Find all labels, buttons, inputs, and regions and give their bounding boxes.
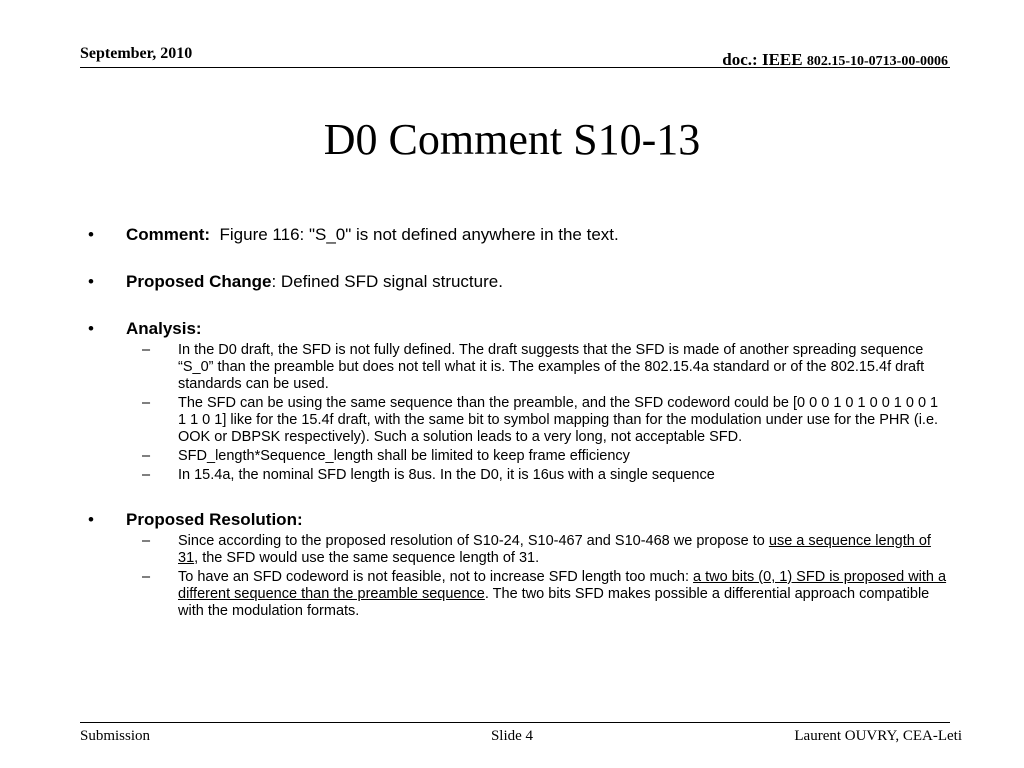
bullet-analysis (88, 318, 948, 484)
resolution-label: Proposed Resolution: (126, 510, 303, 529)
resolution-item2-pre: To have an SFD codeword is not feasible, not to increase SFD length too much: (178, 569, 694, 585)
slide-title: D0 Comment S10-13 (323, 115, 701, 164)
comment-label: Comment: (126, 225, 211, 244)
analysis-item-text: In 15.4a, the nominal SFD length is 8us. In the D0, it is 16us with a single sequence (178, 467, 715, 483)
analysis-label: Analysis: (126, 319, 202, 338)
dash-glyph: – (142, 395, 151, 411)
dash-glyph: – (142, 448, 151, 464)
resolution-item (134, 569, 948, 620)
analysis-item (134, 342, 948, 393)
bullet-dot: • (88, 272, 94, 291)
analysis-item (134, 467, 948, 484)
dash-glyph: – (142, 467, 151, 483)
footer-slide-number: Slide 4 (490, 728, 534, 744)
dash-glyph: – (142, 342, 151, 358)
analysis-item-text: SFD_length*Sequence_length shall be limited to keep frame efficiency (178, 448, 630, 464)
resolution-item2-underlined: a two bits (0, 1) SFD is proposed with a different sequence than the preamble sequence (178, 569, 947, 602)
header-rule (80, 67, 950, 68)
resolution-item1-underlined: use a sequence length of 31 (178, 533, 931, 566)
resolution-item1-pre: Since according to the proposed resolution of S10-24, S10-467 and S10-468 we propose to (178, 533, 769, 549)
bullet-dot: • (88, 319, 94, 338)
analysis-item-text: In the D0 draft, the SFD is not fully defined. The draft suggests that the SFD is made of another spreading sequence “S_0” than the preamble but does not tell what it is. The examples of the 802.15.4a standard or of the 802.15.4f draft standards can be used. (178, 342, 925, 392)
dash-glyph: – (142, 533, 151, 549)
doc-number: 802.15-10-0713-00-0006 (806, 54, 948, 69)
resolution-list (126, 533, 948, 620)
bullet-dot: • (88, 510, 94, 529)
resolution-item (134, 533, 948, 567)
bullet-comment (88, 224, 948, 246)
bullet-proposed-resolution (88, 509, 948, 620)
slide-body (88, 224, 948, 622)
header-date: September, 2010 (80, 45, 193, 62)
bullet-dot: • (88, 225, 94, 244)
resolution-item2-post: . The two bits SFD makes possible a differential approach compatible with the modulation formats. (178, 586, 930, 619)
analysis-item (134, 395, 948, 446)
comment-text: Figure 116: "S_0" is not defined anywhere in the text. (219, 225, 619, 244)
footer-author: Laurent OUVRY, CEA-Leti (794, 728, 962, 744)
change-label: Proposed Change (126, 272, 272, 291)
footer-submission: Submission (80, 728, 151, 744)
analysis-item-text: The SFD can be using the same sequence than the preamble, and the SFD codeword could be [0 0 0 1 0 1 0 0 1 0 0 1 1 1 0 1] like for the 15.4f draft, with the same bit to symbol mapping than for the modulation under use for the PHR (i.e. OOK or DBPSK respectively). Such a solution leads to a very long, not acceptable SFD. (178, 395, 939, 445)
doc-prefix: doc.: IEEE (722, 50, 803, 69)
analysis-item (134, 448, 948, 465)
resolution-item1-post: , the SFD would use the same sequence length of 31. (194, 550, 540, 566)
dash-glyph: – (142, 569, 151, 585)
bullet-proposed-change (88, 271, 948, 293)
analysis-list (126, 342, 948, 484)
change-text: : Defined SFD signal structure. (271, 272, 503, 291)
footer-rule (80, 722, 950, 723)
